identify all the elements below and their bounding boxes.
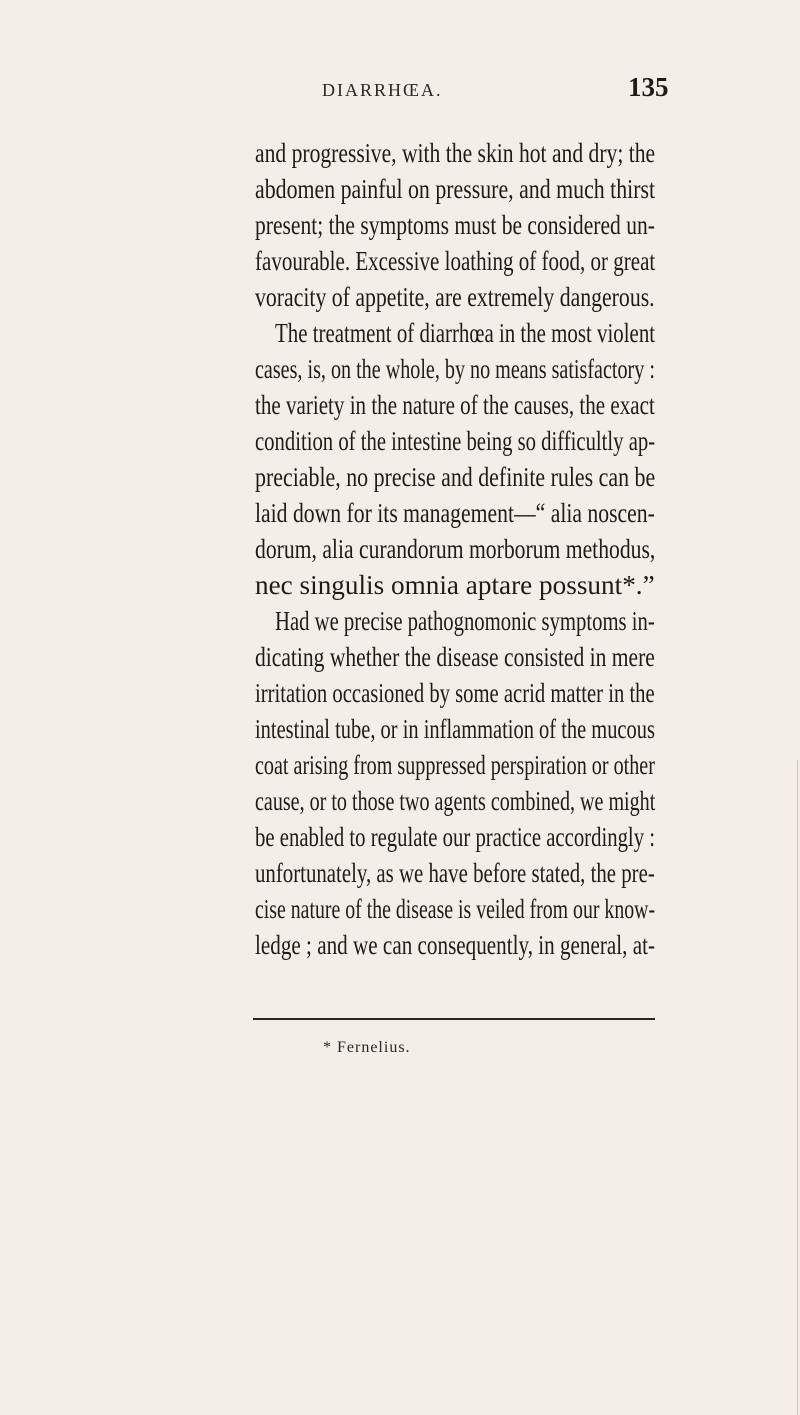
text-line: coat arising from suppressed perspiration or other [255,750,655,780]
footnote-rule [253,1018,655,1020]
text-line: nec singulis omnia aptare possunt*.” [255,570,655,600]
text-line: unfortunately, as we have before stated, the pre- [255,858,655,888]
page-number: 135 [628,72,669,102]
text-line: cases, is, on the whole, by no means satisfactory : [255,354,655,384]
text-line: dicating whether the disease consisted in mere [255,642,655,672]
text-line: be enabled to regulate our practice accordingly : [255,822,656,852]
footnote: * Fernelius. [323,1039,411,1056]
text-line: cause, or to those two agents combined, we might [255,786,656,816]
text-line: laid down for its management—“ alia noscen- [255,498,655,528]
text-line: and progressive, with the skin hot and dry; the [255,138,656,168]
text-line: condition of the intestine being so difficultly ap- [255,426,656,456]
running-head: DIARRHŒA. [322,80,443,100]
text-line: irritation occasioned by some acrid matter in the [255,678,655,708]
text-line: cise nature of the disease is veiled from our know- [255,894,656,924]
text-line: abdomen painful on pressure, and much thirst [255,174,656,204]
text-line: preciable, no precise and definite rules can be [255,462,656,492]
page-edge [797,760,798,1415]
text-line: present; the symptoms must be considered un- [255,210,655,240]
text-line: The treatment of diarrhœa in the most violent [275,318,656,348]
text-line: favourable. Excessive loathing of food, or great [255,246,656,276]
text-line: dorum, alia curandorum morborum methodus, [255,534,656,564]
text-line: intestinal tube, or in inflammation of the mucous [255,714,655,744]
text-line: the variety in the nature of the causes, the exact [255,390,655,420]
text-line: voracity of appetite, are extremely dangerous. [255,282,655,312]
text-line: Had we precise pathognomonic symptoms in- [275,606,655,636]
text-line: ledge ; and we can consequently, in general, at- [255,930,656,960]
